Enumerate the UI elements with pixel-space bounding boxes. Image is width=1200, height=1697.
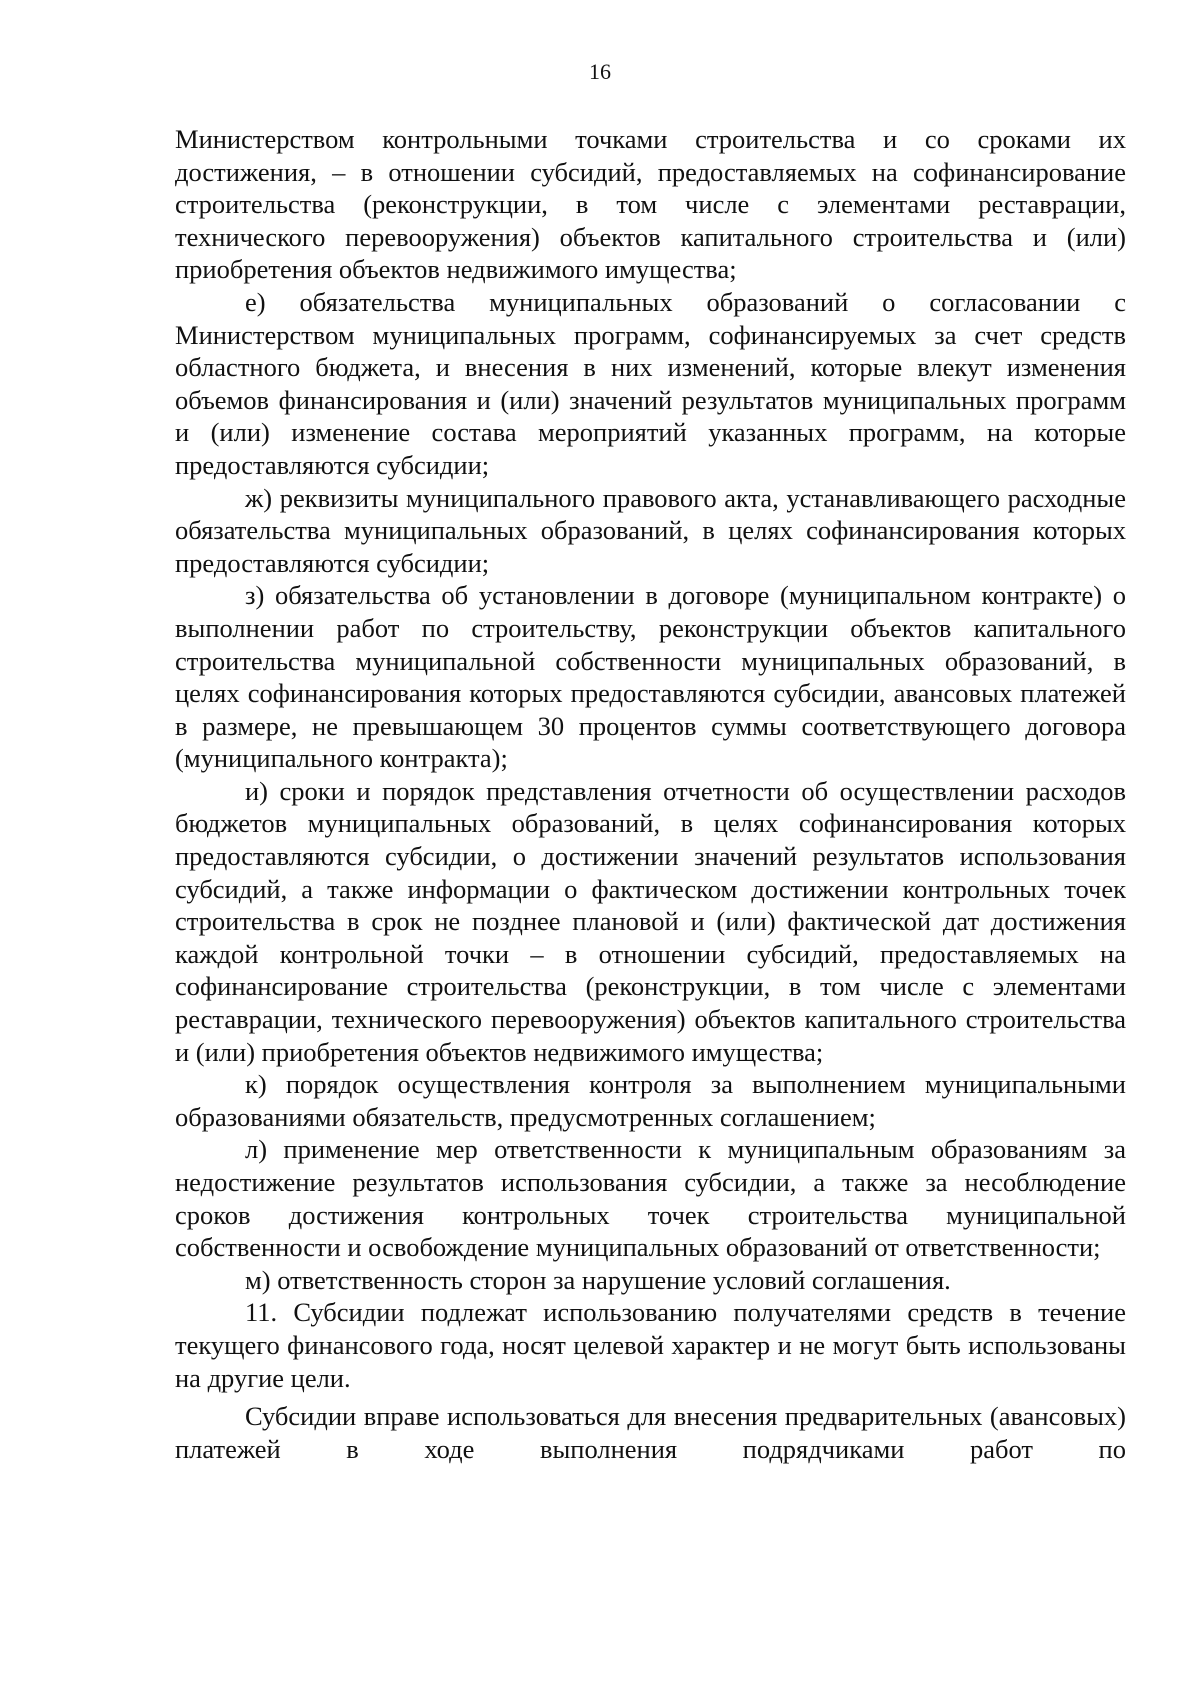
paragraph-item-e: е) обязательства муниципальных образований о согласовании с Министерством муниципальных программ, софинансируемых за счет средств областного бюджета, и внесения в них изменений, которые влекут изменения объемов финансирования и (или) значений результатов муниципальных программ и (или) изменение состава мероприятий указанных программ, на которые предоставляются субсидии;: [175, 286, 1126, 480]
paragraph-point-11: 11. Субсидии подлежат использованию получателями средств в течение текущего финансового года, носят целевой характер и не могут быть использованы на другие цели.: [175, 1297, 1126, 1393]
paragraph-continuation: Министерством контрольными точками строительства и со сроками их достижения, – в отношении субсидий, предоставляемых на софинансирование строительства (реконструкции, в том числе с элементами реставрации, технического перевооружения) объектов капитального строительства и (или) приобретения объектов недвижимого имущества;: [175, 124, 1126, 285]
paragraph-item-zh: ж) реквизиты муниципального правового акта, устанавливающего расходные обязательства муниципальных образований, в целях софинансирования которых предоставляются субсидии;: [175, 482, 1126, 578]
paragraph-item-k: к) порядок осуществления контроля за выполнением муниципальными образованиями обязательств, предусмотренных соглашением;: [175, 1069, 1126, 1132]
document-body: [175, 123, 1126, 1465]
page-number: 16: [589, 59, 611, 84]
paragraph-item-z: з) обязательства об установлении в договоре (муниципальном контракте) о выполнении работ по строительству, реконструкции объектов капитального строительства муниципальной собственности муниципальных образований, в целях софинансирования которых предоставляются субсидии, авансовых платежей в размере, не превышающем 30 процентов суммы соответствующего договора (муниципального контракта);: [175, 580, 1126, 774]
paragraph-item-l: л) применение мер ответственности к муниципальным образованиям за недостижение результатов использования субсидии, а также за несоблюдение сроков достижения контрольных точек строительства муниципальной собственности и освобождение муниципальных образований от ответственности;: [175, 1134, 1126, 1263]
paragraph-item-m: м) ответственность сторон за нарушение условий соглашения.: [245, 1264, 951, 1295]
paragraph-subsidies-advance: Субсидии вправе использоваться для внесения предварительных (авансовых) платежей в ходе выполнения подрядчиками работ по: [175, 1401, 1126, 1464]
paragraph-item-i: и) сроки и порядок представления отчетности об осуществлении расходов бюджетов муниципальных образований, в целях софинансирования которых предоставляются субсидии, о достижении значений результатов использования субсидий, а также информации о фактическом достижении контрольных точек строительства в срок не позднее плановой и (или) фактической дат достижения каждой контрольной точки – в отношении субсидий, предоставляемых на софинансирование строительства (реконструкции, в том числе с элементами реставрации, технического перевооружения) объектов капитального строительства и (или) приобретения объектов недвижимого имущества;: [175, 775, 1126, 1067]
